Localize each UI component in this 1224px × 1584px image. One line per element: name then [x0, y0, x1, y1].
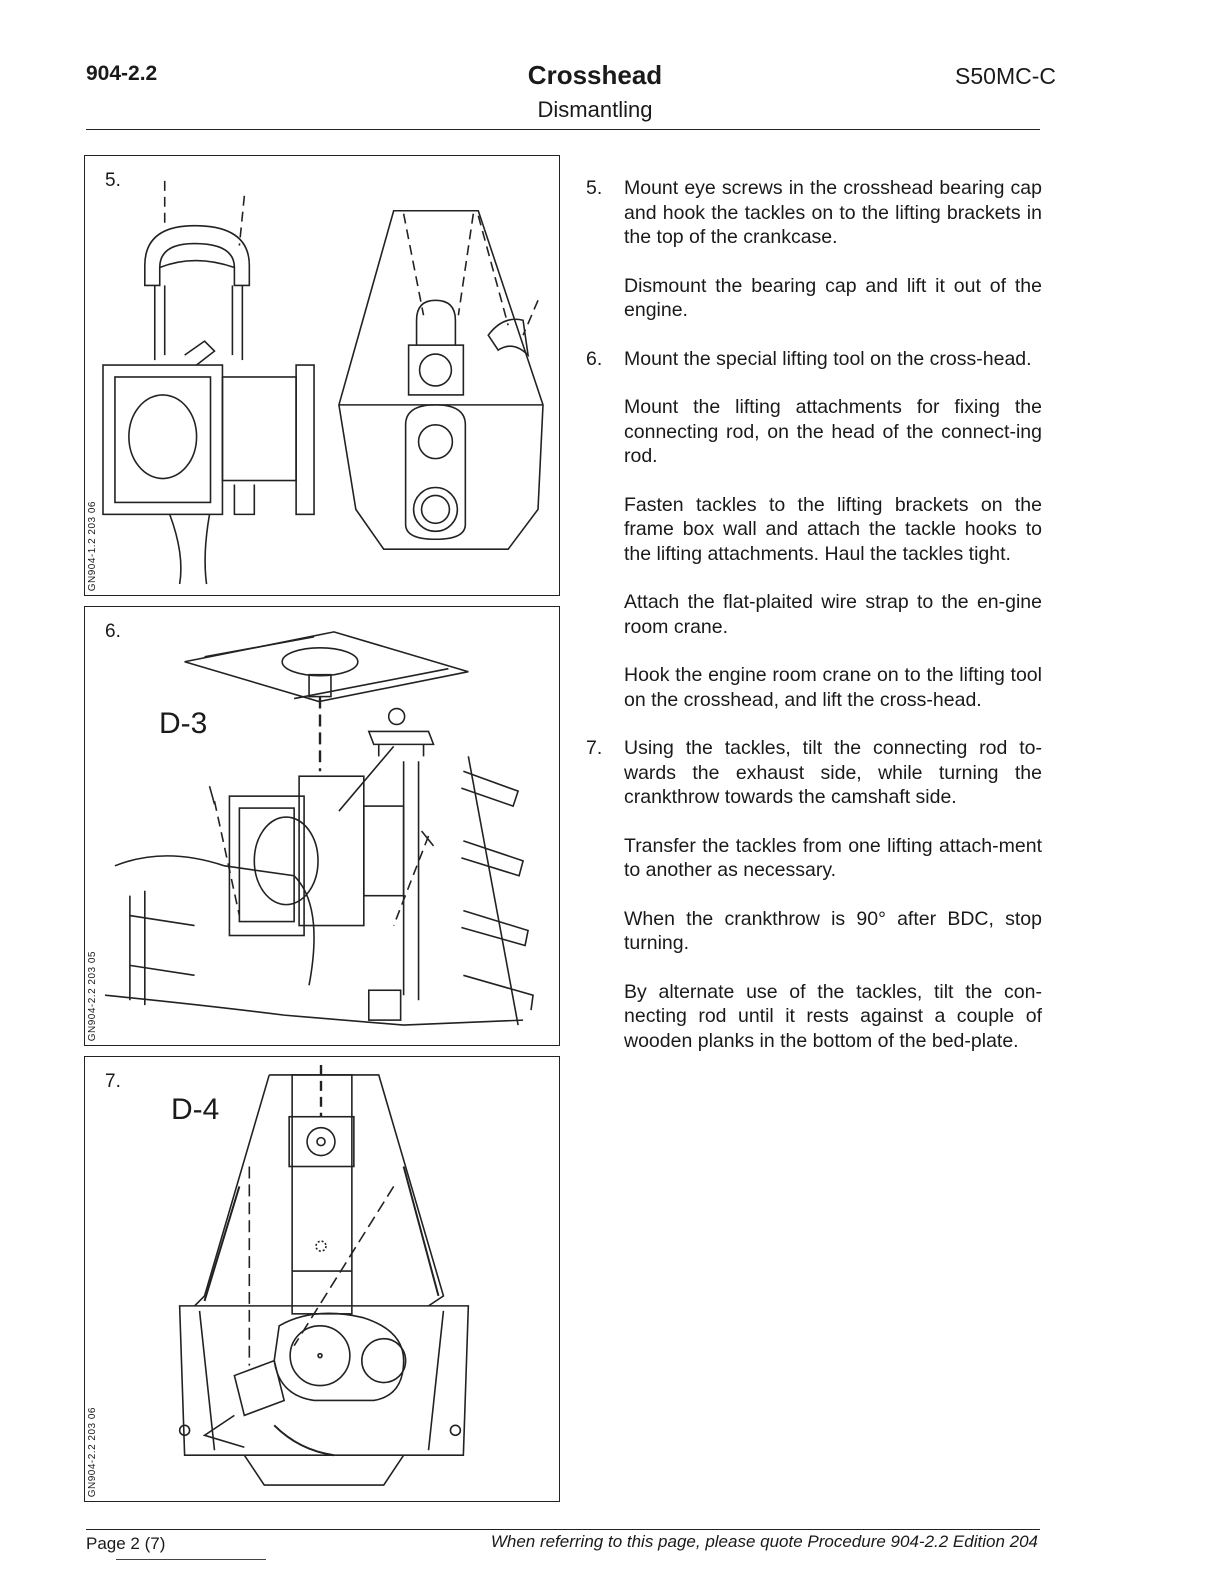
step-number: 7.: [586, 737, 603, 759]
procedure-number: 904-2.2: [86, 62, 158, 85]
page-title: Crosshead: [527, 60, 663, 90]
step-paragraph: Mount eye screws in the crosshead bearing cap and hook the tackles on to the lifting brackets in the top of the crankcase.: [624, 177, 1042, 248]
footer-rule: [86, 1529, 1040, 1530]
figure-code: GN904-2.2 203 06: [87, 1406, 98, 1497]
figure-number: 6.: [105, 621, 121, 642]
figure-7: [84, 1056, 560, 1502]
figure-6-drawing: [85, 607, 559, 1045]
step-paragraph: Mount the special lifting tool on the cross-head.: [624, 347, 1032, 370]
step-6: [586, 347, 1042, 737]
figure-5: [84, 155, 560, 596]
footer-reference: When referring to this page, please quote Procedure 904-2.2 Edition 204: [490, 1532, 1038, 1551]
step-paragraph: Using the tackles, tilt the connecting rod to-wards the exhaust side, while turning the crankthrow towards the camshaft side.: [624, 737, 1042, 808]
figure-6: [84, 606, 560, 1046]
step-7: [586, 736, 1042, 1077]
page-subtitle: Dismantling: [537, 97, 653, 122]
figure-code: GN904-2.2 203 05: [87, 950, 98, 1041]
step-paragraph: When the crankthrow is 90° after BDC, stop turning.: [624, 907, 1042, 954]
figure-7-drawing: [85, 1057, 559, 1501]
step-paragraph: Transfer the tackles from one lifting attach-ment to another as necessary.: [624, 834, 1042, 881]
step-paragraph: Hook the engine room crane on to the lifting tool on the crosshead, and lift the cross-head.: [624, 664, 1042, 711]
step-paragraph: Fasten tackles to the lifting brackets on the frame box wall and attach the tackle hooks to the lifting attachments. Haul the tackles tight.: [624, 493, 1042, 565]
engine-type: S50MC-C: [955, 63, 1056, 89]
figure-number: 7.: [105, 1071, 121, 1092]
footer-mark: [116, 1559, 266, 1560]
figure-reference: D-3: [159, 707, 208, 740]
figure-reference: D-4: [171, 1093, 220, 1126]
figure-code: GN904-1.2 203 06: [87, 500, 98, 591]
procedure-steps: [586, 176, 1042, 1077]
figure-number: 5.: [105, 170, 121, 191]
step-paragraph: Mount the lifting attachments for fixing the connecting rod, on the head of the connect-ing rod.: [624, 396, 1042, 467]
step-paragraph: Dismount the bearing cap and lift it out of the engine.: [624, 274, 1042, 321]
step-paragraph: By alternate use of the tackles, tilt the con-necting rod until it rests against a couple of wooden planks in the bottom of the bed-plate.: [624, 980, 1042, 1052]
step-number: 5.: [586, 177, 603, 199]
page-number: Page 2 (7): [86, 1534, 166, 1553]
header-rule: [86, 129, 1040, 130]
step-paragraph: Attach the flat-plaited wire strap to the en-gine room crane.: [624, 591, 1042, 638]
figure-5-drawing: [85, 156, 559, 595]
step-5: [586, 176, 1042, 347]
step-number: 6.: [586, 347, 603, 370]
